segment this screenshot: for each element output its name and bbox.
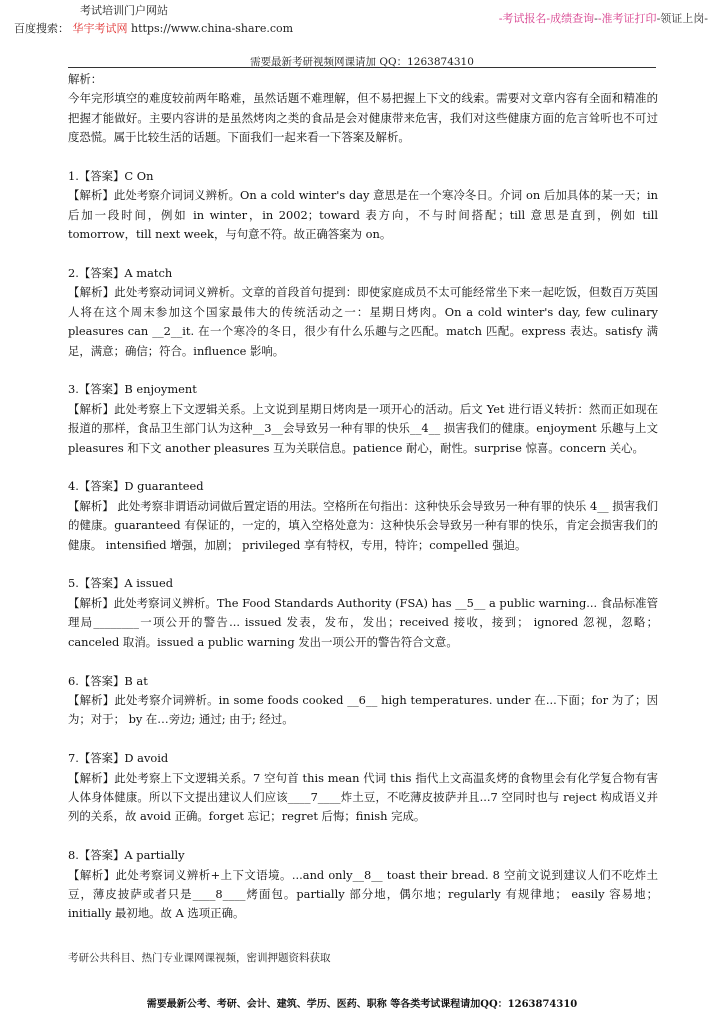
link-score-query[interactable]: -成绩查询 <box>546 12 595 25</box>
spacer <box>68 827 658 846</box>
header-notice: 需要最新考研视频网课请加 QQ：1263874310 <box>250 56 474 68</box>
analysis-8: 【解析】此处考察词义辨析+上下文语境。...and only__8__ toast their bread. 8 空前文说到建议人们不吃炸土豆，薄皮披萨或者只是____8____烤面包。partially 部分地，偶尔地；regularly 有规律地； easily 容易地；initially 最初地。故 A 选项正确。 <box>68 867 658 921</box>
spacer <box>68 245 658 264</box>
spacer <box>68 458 658 477</box>
analysis-5: 【解析】此处考察词义辨析。The Food Standards Authority (FSA) has __5__ a public warning... 食品标准管理局________一项公开的警告... issued 发表，发布，发出；received 接收，接到； ignored 忽视，忽略；canceled 取消。issued a public warning 发出一项公开的警告符合文意。 <box>68 595 658 649</box>
answer-2: 2.【答案】A match <box>68 266 173 281</box>
link-exam-registration[interactable]: -考试报名 <box>498 12 547 25</box>
answer-4: 4.【答案】D guaranteed <box>68 479 204 494</box>
analysis-7: 【解析】此处考察上下文逻辑关系。7 空句首 this mean 代词 this 指代上文高温炙烤的食物里会有化学复合物有害人体身体健康。所以下文提出建议人们应该____7____炸土豆，不吃薄皮披萨并且...7 空同时也与 reject 构成语义并列的关系，故 avoid 正确。forget 忘记；regret 后悔；finish 完成。 <box>68 770 658 824</box>
footer-promo: 考研公共科目、热门专业课网课视频，密训押题资料获取 <box>68 952 331 964</box>
spacer <box>68 730 658 749</box>
analysis-4: 【解析】 此处考察非谓语动词做后置定语的用法。空格所在句指出：这种快乐会导致另一种有罪的快乐 4__ 损害我们的健康。guaranteed 有保证的，一定的，填入空格处意为：这种快乐会导致另一种有罪的快乐，肯定会损害我们的健康。 intensified 增强，加剧； privileged 享有特权，专用，特许；compelled 强迫。 <box>68 498 658 552</box>
footer-contact: 需要最新公考、考研、会计、建筑、学历、医药、职称 等各类考试课程请加QQ：1263874310 <box>146 999 578 1010</box>
intro-title: 解析： <box>68 72 103 86</box>
spacer <box>68 148 658 167</box>
spacer <box>68 652 658 671</box>
spacer <box>68 361 658 380</box>
header-left <box>14 2 293 38</box>
header-divider <box>68 67 656 68</box>
search-label: 百度搜索： <box>14 22 69 35</box>
answer-7: 7.【答案】D avoid <box>68 751 169 766</box>
link-separator: - <box>594 12 598 25</box>
answer-5: 5.【答案】A issued <box>68 576 173 591</box>
analysis-6: 【解析】此处考察介词辨析。in some foods cooked __6__ high temperatures. under 在...下面；for 为了；因为；对于； by 在…旁边; 通过; 由于; 经过。 <box>68 692 658 727</box>
document-body <box>68 70 658 924</box>
search-line <box>14 20 293 38</box>
answer-3: 3.【答案】B enjoyment <box>68 382 197 397</box>
answer-6: 6.【答案】B at <box>68 673 148 688</box>
analysis-1: 【解析】此处考察介词词义辨析。On a cold winter's day 意思是在一个寒冷冬日。介词 on 后加具体的某一天；in 后加一段时间，例如 in winter，in 2002；toward 表方向，不与时间搭配；till 意思是直到，例如 till tomorrow，till next week，与句意不符。故正确答案为 on。 <box>68 188 658 242</box>
link-certificate[interactable]: -领证上岗- <box>656 12 708 25</box>
spacer <box>68 555 658 574</box>
intro-text: 今年完形填空的难度较前两年略难，虽然话题不难理解，但不易把握上下文的线索。需要对文章内容有全面和精准的把握才能做好。主要内容讲的是虽然烤肉之类的食品是会对健康带来危害，我们对这些健康方面的危言耸听也不可过度恐慌。属于比较生活的话题。下面我们一起来看一下答案及解析。 <box>68 91 658 145</box>
search-brand[interactable]: 华宇考试网 <box>72 22 128 35</box>
link-admission-ticket[interactable]: -准考证打印 <box>597 12 657 25</box>
site-name: 考试培训门户网站 <box>80 4 168 17</box>
answer-8: 8.【答案】A partially <box>68 848 185 863</box>
answer-1: 1.【答案】C On <box>68 169 154 184</box>
site-url[interactable]: https://www.china-share.com <box>131 22 294 35</box>
header-links <box>499 10 708 26</box>
analysis-2: 【解析】此处考察动词词义辨析。文章的首段首句提到：即使家庭成员不太可能经常坐下来一起吃饭，但数百万英国人将在这个周末参加这个国家最伟大的传统活动之一：星期日烤肉。On a cold winter's day, few culinary pleasures can __2__it. 在一个寒冷的冬日，很少有什么乐趣与之匹配。match 匹配。express 表达。satisfy 满足，满意；确信；符合。influence 影响。 <box>68 285 658 358</box>
analysis-3: 【解析】此处考察上下文逻辑关系。上文说到星期日烤肉是一项开心的活动。后文 Yet 进行语义转折：然而正如现在报道的那样，食品卫生部门认为这种__3__会导致另一种有罪的快乐__4__ 损害我们的健康。enjoyment 乐趣与上文 pleasures 和下文 another pleasures 互为关联信息。patience 耐心，耐性。surprise 惊喜。concern 关心。 <box>68 401 658 455</box>
